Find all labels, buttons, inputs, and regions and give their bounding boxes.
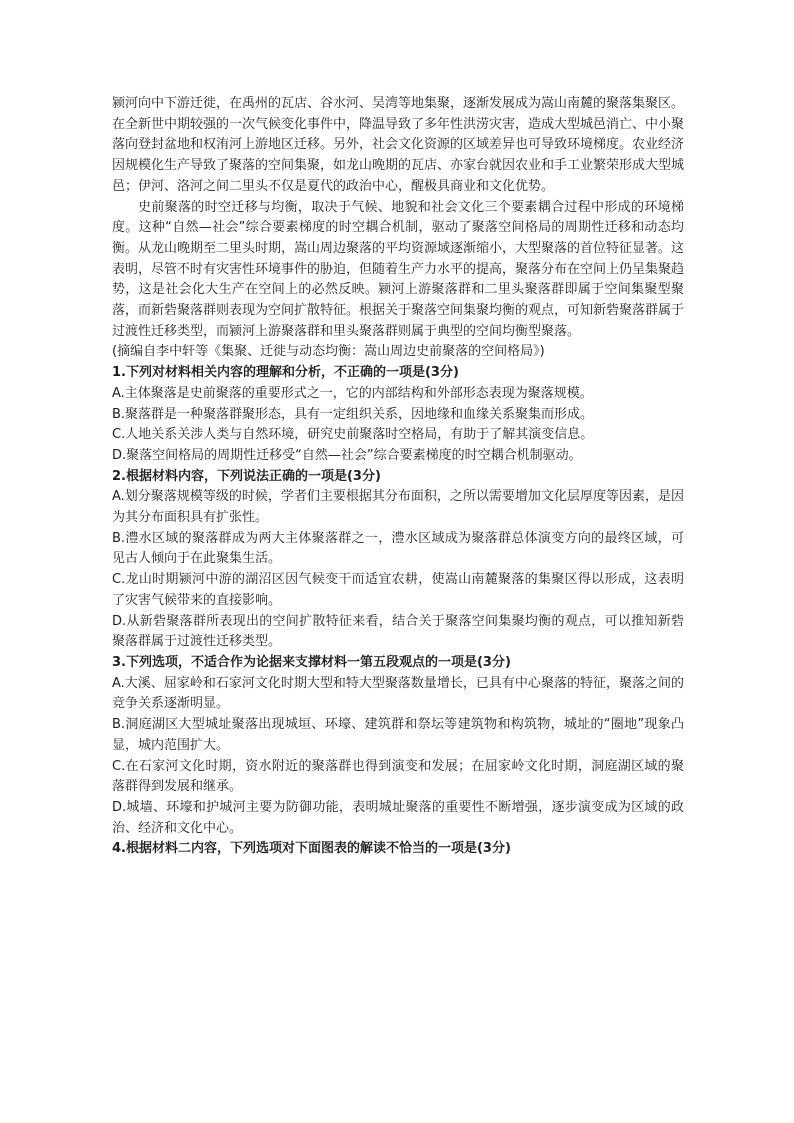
question-2 (112, 467, 684, 653)
paragraph-1: 颍河向中下游迁徙，在禹州的瓦店、谷水河、吴湾等地集聚，逐渐发展成为嵩山南麓的聚落集聚区。在全新世中期较强的一次气候变化事件中，降温导致了多年性洪涝灾害，造成大型城邑消亡、中小聚落向登封盆地和权洧河上游地区迁移。另外，社会文化资源的区域差异也可导致环境梯度。农业经济因规模化生产导致了聚落的空间集聚，如龙山晚期的瓦店、亦家台就因农业和手工业繁荣形成大型城邑；伊河、洛河之间二里头不仅是夏代的政治中心，醒极具商业和文化优势。 (112, 96, 685, 194)
question-4 (112, 839, 684, 860)
option-c: C.龙山时期颍河中游的湖沼区因气候变干而适宜农耕，使嵩山南麓聚落的集聚区得以形成，这表明了灾害气候带来的直接影响。 (112, 572, 684, 608)
option-a: A.划分聚落规模等级的时候，学者们主要根据其分布面积，之所以需要增加文化层厚度等因素，是因为其分布面积具有扩张性。 (112, 489, 684, 526)
option-d: D.城墙、环壕和护城河主要为防御功能，表明城址聚落的重要性不断增强，逐步演变成为区域的政治、经济和文化中心。 (112, 799, 684, 836)
question-1 (112, 363, 684, 467)
question-stem: 4.根据材料二内容，下列选项对下面图表的解读不恰当的一项是(3分) (112, 841, 511, 857)
question-stem: 1.下列对材料相关内容的理解和分析，不正确的一项是(3分) (112, 365, 459, 381)
option-c: C.人地关系关涉人类与自然环境，研究史前聚落时空格局，有助于了解其演变信息。 (112, 427, 594, 443)
question-stem: 2.根据材料内容，下列说法正确的一项是(3分) (112, 468, 381, 484)
question-3 (112, 653, 684, 839)
document-page (112, 94, 684, 860)
paragraph-2: 史前聚落的时空迁移与均衡，取决于气候、地貌和社会文化三个要素耦合过程中形成的环境梯度。这种“自然—社会”综合要素梯度的时空耦合机制，驱动了聚落空间格局的周期性迁移和动态均衡。从龙山晚期至二里头时期，嵩山周边聚落的平均资源域逐渐缩小，大型聚落的首位特征显著。这表明，尽管不时有灾害性环境事件的胁迫，但随着生产力水平的提高，聚落分布在空间上仍呈集聚趋势，这是社会化大生产在空间上的必然反映。颍河上游聚落群和二里头聚落群即属于空间集聚型聚落，而新砦聚落群则表现为空间扩散特征。根据关于聚落空间集聚均衡的观点，可知新砦聚落群属于过渡性迁移类型，而颍河上游聚落群和里头聚落群则属于典型的空间均衡型聚落。 (112, 199, 685, 339)
option-d: D.聚落空间格局的周期性迁移受“自然—社会”综合要素梯度的时空耦合机制驱动。 (112, 447, 582, 463)
question-stem: 3.下列选项，不适合作为论据来支撑材料一第五段观点的一项是(3分) (112, 654, 511, 670)
option-a: A.主体聚落是史前聚落的重要形式之一，它的内部结构和外部形态表现为聚落规模。 (112, 385, 593, 401)
source-citation: (摘编自李中轩等《集聚、迁徙与动态均衡：嵩山周边史前聚落的空间格局》) (112, 344, 545, 360)
option-d: D.从新砦聚落群所表现出的空间扩散特征来看，结合关于聚落空间集聚均衡的观点，可以推知新砦聚落群属于过渡性迁移类型。 (112, 613, 684, 650)
option-b: B.聚落群是一种聚落群聚形态，具有一定组织关系，因地缘和血缘关系聚集而形成。 (112, 406, 594, 422)
option-b: B.澧水区域的聚落群成为两大主体聚落群之一，澧水区域成为聚落群总体演变方向的最终区域，可见古人倾向于在此聚集生活。 (112, 530, 684, 567)
option-c: C.在石家河文化时期，资水附近的聚落群也得到演变和发展；在屈家岭文化时期，洞庭湖区域的聚落群得到发展和继承。 (112, 758, 684, 795)
option-b: B.洞庭湖区大型城址聚落出现城垣、环壕、建筑群和祭坛等建筑物和构筑物，城址的“圈地”现象凸显，城内范围扩大。 (112, 717, 684, 753)
option-a: A.大溪、屈家岭和石家河文化时期大型和特大型聚落数量增长，已具有中心聚落的特征，聚落之间的竞争关系逐渐明显。 (112, 675, 684, 712)
